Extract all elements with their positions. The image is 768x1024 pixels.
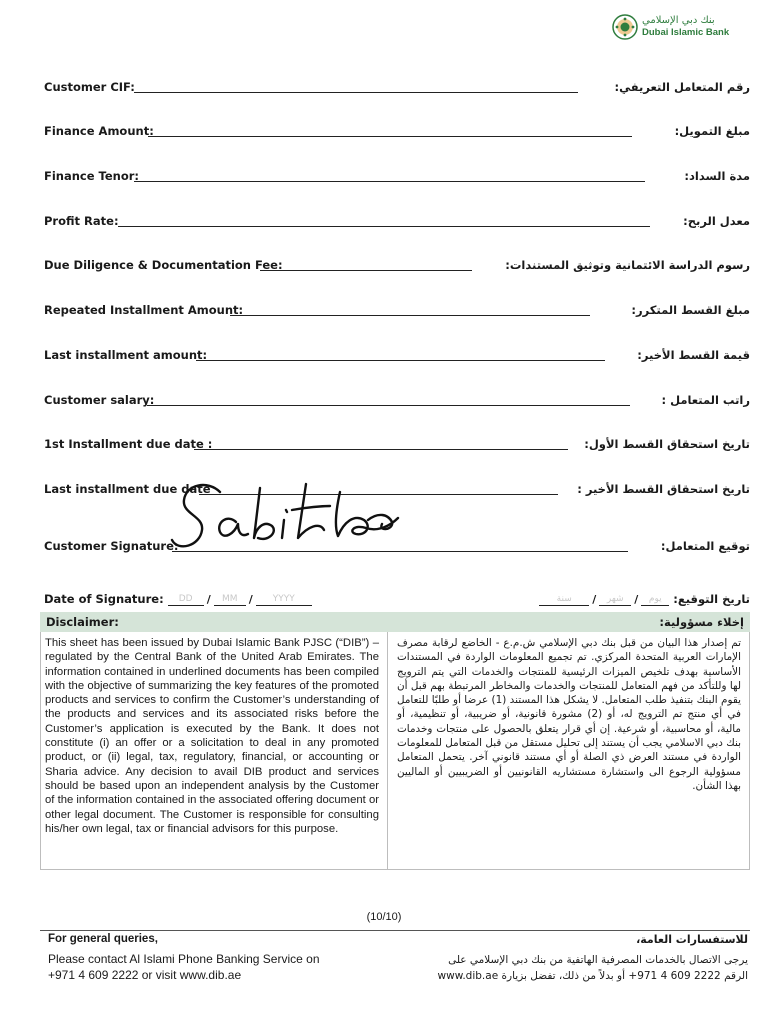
field-customer-salary [44, 389, 750, 409]
month-field[interactable]: MM [214, 593, 246, 606]
disclaimer-title-ar: إخلاء مسؤولية: [659, 615, 744, 629]
logo-text-english: Dubai Islamic Bank [642, 27, 730, 38]
field-label-en: Customer salary: [44, 393, 155, 407]
field-label-en: Last installment due date [44, 482, 211, 496]
fill-line[interactable] [118, 226, 650, 227]
field-label-ar: راتب المتعامل : [661, 393, 750, 407]
date-label-en: Date of Signature: [44, 592, 164, 606]
footer-line-en-2: +971 4 609 2222 or visit www.dib.ae [48, 968, 242, 982]
disclaimer-text-ar: تم إصدار هذا البيان من قبل بنك دبي الإسلامي ش.م.ع - الخاضع لرقابة مصرف الإمارات العربية المتحدة المركزي. تم تجميع المعلومات الواردة في المستندات الأساسية بهدف تلخيص الميزات الرئيسية للمنتجات والخدمات التي يتم الترويج لها وللتأكد من فهم المتعامل للمنتجات والخدمات والمخاطر المرتبطة بهم قبل أن يقوم البنك بتنفيذ طلب المتعامل. لا يشكل هذا المستند (1) عرضا أو طلبًا للتعامل في أي منتج تم الترويج له، أو (2) مشورة قانونية، أو ضريبية، أو تنظيمية، أو مالية، أو محاسبية، أو شرعية. إن أي قرار يتعلق بالحصول على منتجات وخدمات بنك دبي الاسلامي يجب أن يستند إلى تحليل مستقل من قبل المتعامل للمعلومات الواردة في مستند العرض ذي الصلة أو أي مستند قانوني آخر. يتحمل المتعامل مسؤولية الرجوع الى واستشارة مستشاريه القانونيين أو الضريبيين أو الماليين بهذا الشأن. [397, 637, 741, 792]
footer-line-ar-1: يرجى الاتصال بالخدمات المصرفية الهاتفية من بنك دبي الإسلامي على [448, 954, 748, 966]
disclaimer-body [40, 632, 750, 870]
bank-logo [612, 14, 762, 42]
field-profit-rate [44, 210, 750, 230]
date-separator: / [592, 593, 597, 606]
field-label-ar: تاريخ استحقاق القسط الأول: [584, 437, 750, 451]
fill-line[interactable] [194, 449, 568, 450]
date-of-signature-en [44, 592, 312, 606]
dib-emblem-icon [612, 14, 638, 40]
field-label-en: 1st Installment due date : [44, 437, 213, 451]
field-finance-tenor [44, 165, 750, 185]
field-label-en: Customer CIF: [44, 80, 135, 94]
disclaimer-header [40, 612, 750, 632]
fill-line[interactable] [134, 92, 578, 93]
fill-line[interactable] [147, 405, 630, 406]
field-label-en: Due Diligence & Documentation Fee: [44, 258, 283, 272]
date-separator: / [634, 593, 639, 606]
disclaimer-title-en: Disclaimer: [46, 615, 119, 629]
field-label-ar: رقم المتعامل التعريفي: [614, 80, 750, 94]
footer-contact-en [48, 951, 348, 983]
date-of-signature-ar [539, 592, 750, 606]
field-label-en: Repeated Installment Amount: [44, 303, 244, 317]
month-field-ar[interactable]: شهر [599, 593, 631, 606]
disclaimer-text-en: This sheet has been issued by Dubai Islamic Bank PJSC (“DIB”) – regulated by the Central Bank of the United Arab Emirates. The information contained in underlined documents has been compiled with the objective of summarizing the key features of the promoted products and services to confirm the Customer’s understanding of the products and services and its associated risks before the Customer’s application is executed by the Bank. It does not constitute (i) an offer or a solicitation to deal in any promoted product, or (ii) legal, tax, regulatory, financial, or accounting or Sharia advice. Any decision to avail DIB product and services should be based upon an independent analysis by the Customer of the information contained in the associated offering document or other legal document. The Customer is responsible for consulting his/her own legal, tax or financial advisors for this purpose. [45, 637, 379, 835]
footer-title-ar: للاستفسارات العامة، [636, 933, 748, 946]
field-due-diligence-fee [44, 254, 750, 274]
field-first-installment-date [44, 433, 750, 453]
field-repeated-installment [44, 299, 750, 319]
field-label-ar: مبلغ القسط المتكرر: [631, 303, 750, 317]
field-label-en: Profit Rate: [44, 214, 119, 228]
field-label-en: Finance Amount: [44, 124, 154, 138]
field-last-installment-amount [44, 344, 750, 364]
column-divider [387, 632, 388, 869]
footer-title-en: For general queries, [48, 933, 158, 945]
footer-divider [40, 930, 750, 931]
field-label-en: Finance Tenor: [44, 169, 140, 183]
handwritten-signature [168, 470, 418, 560]
date-label-ar: تاريخ التوقيع: [673, 592, 750, 606]
fill-line[interactable] [134, 181, 645, 182]
field-label-ar: مدة السداد: [684, 169, 750, 183]
day-field[interactable]: DD [168, 593, 204, 606]
date-of-signature-row [44, 590, 750, 610]
field-label-ar: معدل الربح: [683, 214, 750, 228]
year-field[interactable]: YYYY [256, 593, 312, 606]
date-separator: / [206, 593, 211, 606]
field-label-en: Customer Signature: [44, 539, 179, 553]
footer-line-en-1: Please contact Al Islami Phone Banking Service on [48, 952, 320, 966]
page-number: (10/10) [366, 911, 402, 923]
fill-line[interactable] [230, 315, 590, 316]
footer-line-ar-2: الرقم 2222 609 4 971+ أو بدلاً من ذلك، تفضل بزيارة www.dib.ae [437, 970, 748, 982]
field-customer-cif [44, 76, 750, 96]
field-finance-amount [44, 120, 750, 140]
logo-text-arabic: بنك دبي الإسلامي [642, 15, 715, 26]
year-field-ar[interactable]: سنة [539, 593, 589, 606]
fill-line[interactable] [196, 360, 605, 361]
fill-line[interactable] [148, 136, 632, 137]
day-field-ar[interactable]: يوم [641, 593, 669, 606]
field-label-ar: رسوم الدراسة الائتمانية وتوثيق المستندات: [505, 258, 750, 272]
field-label-ar: توقيع المتعامل: [660, 539, 750, 553]
footer-contact-ar [360, 952, 748, 984]
fill-line[interactable] [260, 270, 472, 271]
date-separator: / [248, 593, 253, 606]
field-label-ar: تاريخ استحقاق القسط الأخير : [577, 482, 750, 496]
field-label-ar: مبلغ التمويل: [674, 124, 750, 138]
field-label-en: Last installment amount: [44, 348, 208, 362]
field-label-ar: قيمة القسط الأخير: [637, 348, 750, 362]
